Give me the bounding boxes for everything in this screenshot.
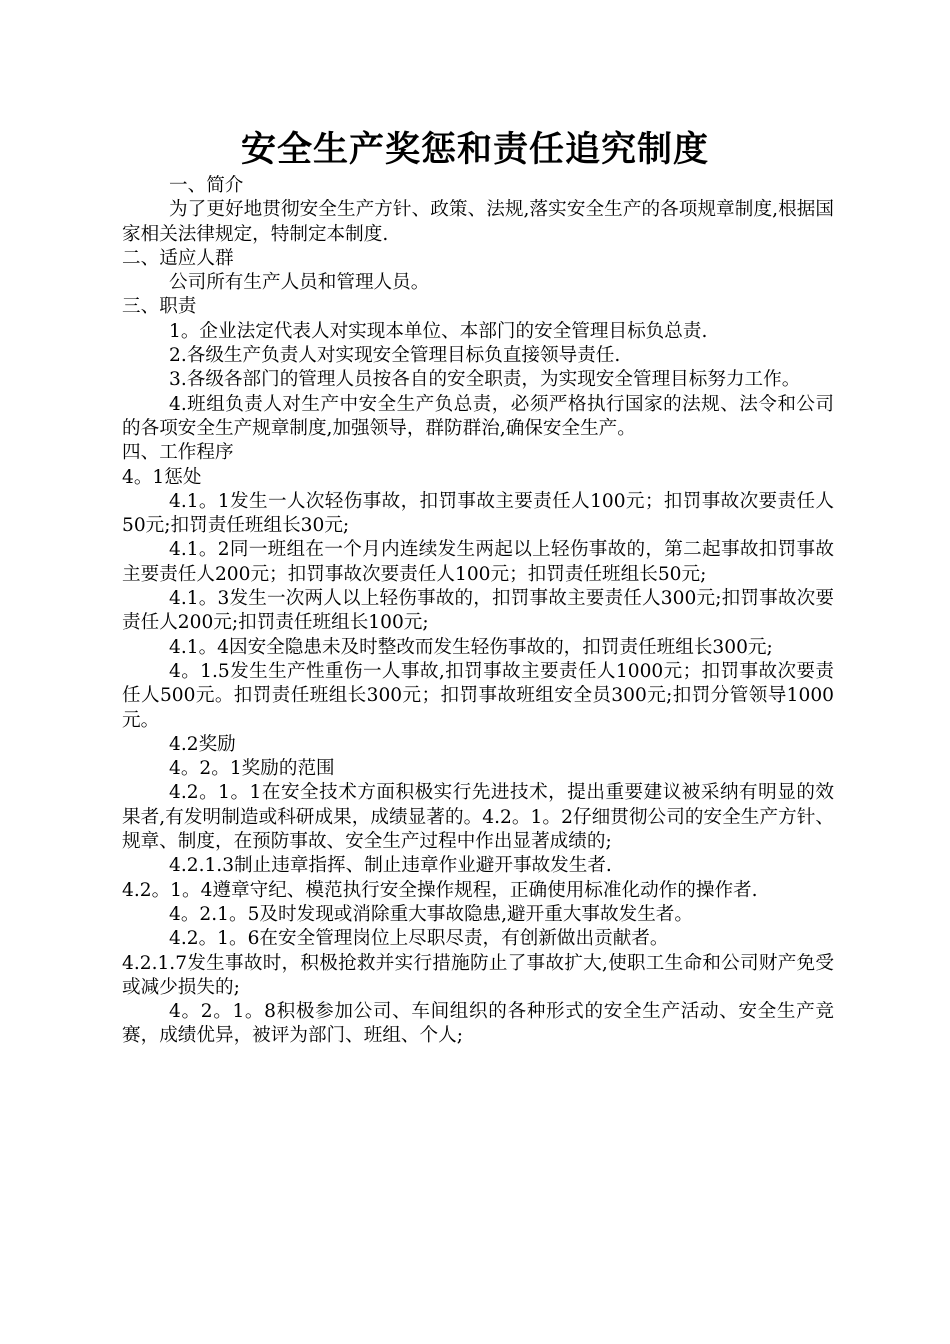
paragraph: 4。1惩处 [122,466,202,488]
paragraph: 4.班组负责人对生产中安全生产负总责，必须严格执行国家的法规、法令和公司的各项安全生产规章制度,加强领导，群防群治,确保安全生产。 [122,393,834,439]
paragraph: 4。2。1奖励的范围 [169,758,335,780]
paragraph: 4。1.5发生生产性重伤一人事故,扣罚事故主要责任人1000元；扣罚事故次要责任人500元。扣罚责任班组长300元；扣罚事故班组安全员300元;扣罚分管领导1000元。 [122,660,834,731]
paragraph: 4.2。1。4遵章守纪、模范执行安全操作规程，正确使用标准化动作的操作者. [122,879,758,901]
paragraph: 4.2.1.7发生事故时，积极抢救并实行措施防止了事故扩大,使职工生命和公司财产免受或减少损失的; [122,952,834,998]
paragraph: 2.各级生产负责人对实现安全管理目标负直接领导责任. [169,345,621,367]
paragraph: 4。2。1。8积极参加公司、车间组织的各种形式的安全生产活动、安全生产竞赛，成绩优异，被评为部门、班组、个人; [122,1001,834,1047]
paragraph: 3.各级各部门的管理人员按各自的安全职责，为实现安全管理目标努力工作。 [169,369,801,391]
paragraph: 二、适应人群 [122,247,234,269]
document-title: 安全生产奖惩和责任追究制度 [240,130,709,170]
paragraph: 四、工作程序 [122,442,234,464]
paragraph: 4.2奖励 [169,733,236,755]
paragraph: 一、简介 [169,175,244,196]
paragraph: 4.1。2同一班组在一个月内连续发生两起以上轻伤事故的，第二起事故扣罚事故主要责任人200元；扣罚事故次要责任人100元；扣罚责任班组长50元; [122,539,834,585]
paragraph: 1。企业法定代表人对实现本单位、本部门的安全管理目标负总责. [169,320,708,342]
paragraph: 4.2。1。1在安全技术方面积极实行先进技术，提出重要建议被采纳有明显的效果者,有发明制造或科研成果，成绩显著的。4.2。1。2仔细贯彻公司的安全生产方针、规章、制度，在预防事故、安全生产过程中作出显著成绩的; [122,782,834,853]
paragraph: 4。2.1。5及时发现或消除重大事故隐患,避开重大事故发生者。 [169,903,693,925]
paragraph: 4.1。3发生一次两人以上轻伤事故的，扣罚事故主要责任人300元;扣罚事故次要责任人200元;扣罚责任班组长100元; [122,588,834,634]
paragraph: 4.1。4因安全隐患未及时整改而发生轻伤事故的，扣罚责任班组长300元; [169,636,773,658]
paragraph: 4.1。1发生一人次轻伤事故，扣罚事故主要责任人100元；扣罚事故次要责任人50元;扣罚责任班组长30元; [122,490,834,537]
paragraph: 4.2.1.3制止违章指挥、制止违章作业避开事故发生者. [169,855,612,877]
paragraph: 三、职责 [122,296,197,318]
paragraph: 4.2。1。6在安全管理岗位上尽职尽责，有创新做出贡献者。 [169,928,669,950]
document-body [122,174,834,1049]
paragraph: 为了更好地贯彻安全生产方针、政策、法规,落实安全生产的各项规章制度,根据国家相关法律规定，特制定本制度. [122,199,834,245]
paragraph: 公司所有生产人员和管理人员。 [169,272,430,294]
